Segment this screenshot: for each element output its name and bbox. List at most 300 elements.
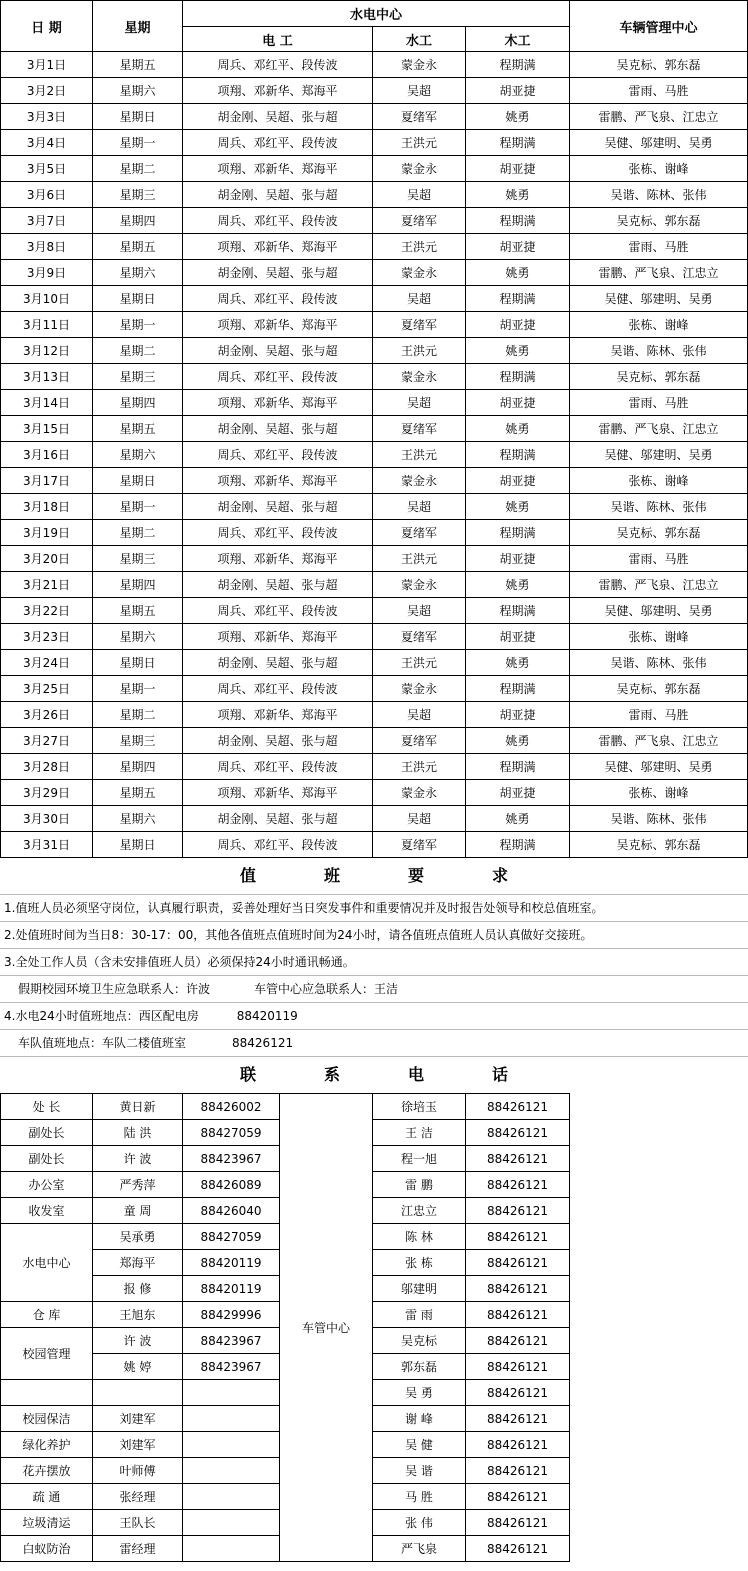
duty-date: 3月2日 (1, 78, 93, 104)
header-electrician: 电 工 (183, 27, 373, 52)
duty-carpenter: 程期满 (466, 832, 570, 858)
duty-weekday: 星期四 (93, 754, 183, 780)
contact-phone: 88426040 (183, 1198, 280, 1224)
duty-date: 3月16日 (1, 442, 93, 468)
contact-phone (183, 1380, 280, 1406)
vehicle-contact-name: 吴克标 (373, 1328, 466, 1354)
contact-dept: 仓 库 (1, 1302, 93, 1328)
contact-phone (183, 1536, 280, 1562)
contact-dept: 垃圾清运 (1, 1510, 93, 1536)
table-row (1, 676, 748, 702)
fleet-duty (0, 1029, 748, 1056)
duty-plumber: 王洪元 (373, 754, 466, 780)
duty-carpenter: 姚勇 (466, 338, 570, 364)
duty-plumber: 王洪元 (373, 650, 466, 676)
table-row (1, 624, 748, 650)
table-row (1, 442, 748, 468)
duty-electricians: 周兵、邓红平、段传波 (183, 520, 373, 546)
fleet-duty-location: 车队值班地点：车队二楼值班室 (18, 1036, 187, 1050)
vehicle-contact-phone: 88426121 (466, 1172, 570, 1198)
contact-name: 雷经理 (93, 1536, 183, 1562)
duty-carpenter: 胡亚捷 (466, 312, 570, 338)
duty-electricians: 项翔、邓新华、郑海平 (183, 234, 373, 260)
table-row (1, 832, 748, 858)
contact-name: 陆 洪 (93, 1120, 183, 1146)
vehicle-contact-phone: 88426121 (466, 1302, 570, 1328)
duty-vehicle-staff: 吴健、邬建明、吴勇 (570, 130, 748, 156)
vehicle-contact-name: 郭东磊 (373, 1354, 466, 1380)
duty-carpenter: 姚勇 (466, 416, 570, 442)
duty-plumber: 蒙金永 (373, 364, 466, 390)
duty-vehicle-staff: 张栋、谢峰 (570, 156, 748, 182)
table-row (1, 312, 748, 338)
table-row (1, 78, 748, 104)
requirement-4 (0, 1002, 748, 1029)
table-row (1, 806, 748, 832)
table-row (1, 208, 748, 234)
duty-vehicle-staff: 吴健、邬建明、吴勇 (570, 754, 748, 780)
vehicle-contact-phone: 88426121 (466, 1354, 570, 1380)
duty-plumber: 夏绪军 (373, 832, 466, 858)
contact-phone (183, 1458, 280, 1484)
duty-date: 3月20日 (1, 546, 93, 572)
duty-date: 3月3日 (1, 104, 93, 130)
table-row (1, 1172, 748, 1198)
vehicle-center-label: 车管中心 (280, 1094, 373, 1562)
duty-electricians: 周兵、邓红平、段传波 (183, 52, 373, 78)
duty-plumber: 夏绪军 (373, 520, 466, 546)
contact-dept: 白蚁防治 (1, 1536, 93, 1562)
vehicle-contact-name: 江忠立 (373, 1198, 466, 1224)
table-row (1, 1510, 748, 1536)
table-row (1, 494, 748, 520)
contact-phone: 88427059 (183, 1120, 280, 1146)
vehicle-contact-phone: 88426121 (466, 1458, 570, 1484)
duty-vehicle-staff: 张栋、谢峰 (570, 312, 748, 338)
vehicle-contact-name: 雷 鹏 (373, 1172, 466, 1198)
duty-electricians: 胡金刚、吴超、张与超 (183, 338, 373, 364)
duty-electricians: 周兵、邓红平、段传波 (183, 676, 373, 702)
duty-weekday: 星期日 (93, 832, 183, 858)
duty-vehicle-staff: 吴健、邬建明、吴勇 (570, 286, 748, 312)
duty-weekday: 星期六 (93, 78, 183, 104)
contact-name (93, 1380, 183, 1406)
duty-weekday: 星期日 (93, 650, 183, 676)
contact-dept: 处 长 (1, 1094, 93, 1120)
contact-dept: 绿化养护 (1, 1432, 93, 1458)
contact-name: 刘建军 (93, 1432, 183, 1458)
duty-vehicle-staff: 吴克标、郭东磊 (570, 364, 748, 390)
duty-weekday: 星期三 (93, 728, 183, 754)
duty-electricians: 周兵、邓红平、段传波 (183, 130, 373, 156)
duty-electricians: 项翔、邓新华、郑海平 (183, 468, 373, 494)
campus-emergency-contact: 假期校园环境卫生应急联系人：许波 (18, 982, 211, 996)
duty-vehicle-staff: 吴谐、陈林、张伟 (570, 650, 748, 676)
duty-date: 3月26日 (1, 702, 93, 728)
duty-plumber: 王洪元 (373, 130, 466, 156)
header-row (1, 1, 748, 27)
vehicle-contact-name: 王 洁 (373, 1120, 466, 1146)
duty-weekday: 星期二 (93, 156, 183, 182)
contact-name: 叶师傅 (93, 1458, 183, 1484)
vehicle-contact-phone: 88426121 (466, 1146, 570, 1172)
contact-dept (1, 1380, 93, 1406)
duty-electricians: 项翔、邓新华、郑海平 (183, 156, 373, 182)
duty-vehicle-staff: 雷鹏、严飞泉、江忠立 (570, 104, 748, 130)
duty-vehicle-staff: 吴谐、陈林、张伟 (570, 338, 748, 364)
table-row (1, 182, 748, 208)
duty-plumber: 夏绪军 (373, 208, 466, 234)
contact-dept: 办公室 (1, 1172, 93, 1198)
contact-phone: 88420119 (183, 1276, 280, 1302)
duty-date: 3月24日 (1, 650, 93, 676)
duty-date: 3月30日 (1, 806, 93, 832)
table-row (1, 1484, 748, 1510)
duty-electricians: 周兵、邓红平、段传波 (183, 754, 373, 780)
duty-plumber: 吴超 (373, 78, 466, 104)
duty-carpenter: 程期满 (466, 754, 570, 780)
duty-electricians: 胡金刚、吴超、张与超 (183, 416, 373, 442)
duty-vehicle-staff: 雷鹏、严飞泉、江忠立 (570, 728, 748, 754)
table-row (1, 156, 748, 182)
requirement-3: 3.全处工作人员（含未安排值班人员）必须保持24小时通讯畅通。 (0, 948, 748, 975)
duty-date: 3月8日 (1, 234, 93, 260)
duty-weekday: 星期四 (93, 572, 183, 598)
duty-date: 3月10日 (1, 286, 93, 312)
duty-vehicle-staff: 吴克标、郭东磊 (570, 208, 748, 234)
contact-phone: 88423967 (183, 1354, 280, 1380)
table-row (1, 104, 748, 130)
table-row (1, 1406, 748, 1432)
duty-weekday: 星期五 (93, 52, 183, 78)
duty-plumber: 蒙金永 (373, 260, 466, 286)
duty-carpenter: 程期满 (466, 52, 570, 78)
vehicle-contact-phone: 88426121 (466, 1094, 570, 1120)
contact-name: 张经理 (93, 1484, 183, 1510)
duty-date: 3月7日 (1, 208, 93, 234)
duty-electricians: 胡金刚、吴超、张与超 (183, 806, 373, 832)
contact-name: 报 修 (93, 1276, 183, 1302)
duty-weekday: 星期三 (93, 182, 183, 208)
contact-phone (183, 1432, 280, 1458)
contacts-body (1, 1094, 748, 1562)
table-row (1, 234, 748, 260)
duty-date: 3月1日 (1, 52, 93, 78)
duty-weekday: 星期三 (93, 546, 183, 572)
duty-plumber: 吴超 (373, 286, 466, 312)
vehicle-contact-name: 吴 勇 (373, 1380, 466, 1406)
duty-electricians: 胡金刚、吴超、张与超 (183, 728, 373, 754)
vehicle-contact-name: 严飞泉 (373, 1536, 466, 1562)
duty-weekday: 星期三 (93, 364, 183, 390)
table-row (1, 702, 748, 728)
vehicle-contact-name: 陈 林 (373, 1224, 466, 1250)
vehicle-emergency-contact: 车管中心应急联系人：王洁 (254, 982, 399, 996)
contact-phone (183, 1484, 280, 1510)
table-row (1, 1146, 748, 1172)
duty-carpenter: 姚勇 (466, 572, 570, 598)
vehicle-contact-phone: 88426121 (466, 1380, 570, 1406)
contact-name: 许 波 (93, 1146, 183, 1172)
contact-phone: 88423967 (183, 1146, 280, 1172)
table-row (1, 260, 748, 286)
duty-weekday: 星期一 (93, 130, 183, 156)
duty-carpenter: 胡亚捷 (466, 702, 570, 728)
duty-carpenter: 姚勇 (466, 494, 570, 520)
duty-date: 3月18日 (1, 494, 93, 520)
vehicle-contact-phone: 88426121 (466, 1328, 570, 1354)
vehicle-contact-phone: 88426121 (466, 1536, 570, 1562)
duty-carpenter: 胡亚捷 (466, 156, 570, 182)
table-row (1, 390, 748, 416)
duty-plumber: 吴超 (373, 702, 466, 728)
vehicle-contact-phone: 88426121 (466, 1224, 570, 1250)
contact-dept: 水电中心 (1, 1224, 93, 1302)
table-row (1, 1302, 748, 1328)
duty-plumber: 夏绪军 (373, 312, 466, 338)
duty-carpenter: 姚勇 (466, 806, 570, 832)
duty-carpenter: 程期满 (466, 364, 570, 390)
contact-dept: 收发室 (1, 1198, 93, 1224)
duty-plumber: 王洪元 (373, 546, 466, 572)
duty-weekday: 星期六 (93, 806, 183, 832)
duty-weekday: 星期六 (93, 624, 183, 650)
contact-name: 刘建军 (93, 1406, 183, 1432)
table-row (1, 52, 748, 78)
duty-carpenter: 姚勇 (466, 650, 570, 676)
duty-weekday: 星期一 (93, 312, 183, 338)
contact-name: 许 波 (93, 1328, 183, 1354)
header-weekday: 星期 (93, 1, 183, 52)
duty-date: 3月14日 (1, 390, 93, 416)
vehicle-contact-phone: 88426121 (466, 1120, 570, 1146)
table-row (1, 598, 748, 624)
duty-plumber: 夏绪军 (373, 624, 466, 650)
duty-date: 3月23日 (1, 624, 93, 650)
table-row (1, 728, 748, 754)
table-row (1, 1198, 748, 1224)
duty-plumber: 吴超 (373, 182, 466, 208)
duty-carpenter: 程期满 (466, 208, 570, 234)
vehicle-contact-phone: 88426121 (466, 1276, 570, 1302)
contact-name: 吴承勇 (93, 1224, 183, 1250)
duty-electricians: 周兵、邓红平、段传波 (183, 598, 373, 624)
duty-electricians: 项翔、邓新华、郑海平 (183, 702, 373, 728)
utility-duty-location: 4.水电24小时值班地点：西区配电房 (4, 1009, 199, 1023)
vehicle-contact-phone: 88426121 (466, 1432, 570, 1458)
vehicle-contact-name: 雷 雨 (373, 1302, 466, 1328)
duty-date: 3月19日 (1, 520, 93, 546)
vehicle-contact-name: 谢 峰 (373, 1406, 466, 1432)
table-row (1, 1380, 748, 1406)
duty-carpenter: 程期满 (466, 598, 570, 624)
duty-carpenter: 胡亚捷 (466, 546, 570, 572)
contact-name: 童 周 (93, 1198, 183, 1224)
duty-plumber: 蒙金永 (373, 676, 466, 702)
table-row (1, 572, 748, 598)
duty-date: 3月12日 (1, 338, 93, 364)
duty-vehicle-staff: 吴健、邬建明、吴勇 (570, 598, 748, 624)
duty-date: 3月27日 (1, 728, 93, 754)
table-row (1, 546, 748, 572)
duty-electricians: 胡金刚、吴超、张与超 (183, 494, 373, 520)
contact-dept: 校园保洁 (1, 1406, 93, 1432)
duty-electricians: 胡金刚、吴超、张与超 (183, 572, 373, 598)
duty-vehicle-staff: 雷雨、马胜 (570, 546, 748, 572)
duty-vehicle-staff: 吴谐、陈林、张伟 (570, 494, 748, 520)
contact-dept: 花卉摆放 (1, 1458, 93, 1484)
table-row (1, 286, 748, 312)
duty-electricians: 周兵、邓红平、段传波 (183, 208, 373, 234)
contact-dept: 校园管理 (1, 1328, 93, 1380)
duty-date: 3月6日 (1, 182, 93, 208)
duty-carpenter: 姚勇 (466, 182, 570, 208)
contact-phone (183, 1510, 280, 1536)
duty-vehicle-staff: 雷雨、马胜 (570, 78, 748, 104)
contacts-table (0, 1093, 748, 1562)
duty-weekday: 星期日 (93, 104, 183, 130)
duty-electricians: 周兵、邓红平、段传波 (183, 286, 373, 312)
contact-name: 郑海平 (93, 1250, 183, 1276)
vehicle-contact-name: 程一旭 (373, 1146, 466, 1172)
contact-name: 严秀萍 (93, 1172, 183, 1198)
duty-plumber: 王洪元 (373, 234, 466, 260)
duty-plumber: 吴超 (373, 494, 466, 520)
duty-weekday: 星期四 (93, 390, 183, 416)
contact-dept: 副处长 (1, 1120, 93, 1146)
fleet-duty-phone: 88426121 (232, 1036, 294, 1050)
duty-carpenter: 程期满 (466, 286, 570, 312)
duty-electricians: 项翔、邓新华、郑海平 (183, 312, 373, 338)
duty-carpenter: 姚勇 (466, 728, 570, 754)
vehicle-contact-phone: 88426121 (466, 1406, 570, 1432)
duty-electricians: 项翔、邓新华、郑海平 (183, 390, 373, 416)
duty-carpenter: 胡亚捷 (466, 390, 570, 416)
duty-plumber: 吴超 (373, 806, 466, 832)
duty-electricians: 周兵、邓红平、段传波 (183, 442, 373, 468)
duty-plumber: 吴超 (373, 390, 466, 416)
duty-date: 3月31日 (1, 832, 93, 858)
duty-electricians: 周兵、邓红平、段传波 (183, 364, 373, 390)
duty-date: 3月29日 (1, 780, 93, 806)
contact-dept: 副处长 (1, 1146, 93, 1172)
duty-date: 3月4日 (1, 130, 93, 156)
vehicle-contact-phone: 88426121 (466, 1198, 570, 1224)
duty-electricians: 周兵、邓红平、段传波 (183, 832, 373, 858)
vehicle-contact-phone: 88426121 (466, 1250, 570, 1276)
contact-name: 王旭东 (93, 1302, 183, 1328)
table-row (1, 754, 748, 780)
duty-carpenter: 程期满 (466, 520, 570, 546)
duty-vehicle-staff: 雷鹏、严飞泉、江忠立 (570, 260, 748, 286)
duty-carpenter: 姚勇 (466, 260, 570, 286)
duty-weekday: 星期六 (93, 442, 183, 468)
contact-phone: 88420119 (183, 1250, 280, 1276)
table-row (1, 650, 748, 676)
table-row (1, 416, 748, 442)
duty-vehicle-staff: 雷鹏、严飞泉、江忠立 (570, 416, 748, 442)
duty-carpenter: 胡亚捷 (466, 78, 570, 104)
duty-plumber: 王洪元 (373, 442, 466, 468)
duty-carpenter: 程期满 (466, 676, 570, 702)
duty-vehicle-staff: 吴克标、郭东磊 (570, 832, 748, 858)
vehicle-contact-phone: 88426121 (466, 1510, 570, 1536)
duty-weekday: 星期一 (93, 494, 183, 520)
vehicle-contact-phone: 88426121 (466, 1484, 570, 1510)
duty-weekday: 星期一 (93, 676, 183, 702)
duty-weekday: 星期五 (93, 416, 183, 442)
duty-electricians: 项翔、邓新华、郑海平 (183, 78, 373, 104)
duty-plumber: 蒙金永 (373, 572, 466, 598)
duty-carpenter: 胡亚捷 (466, 468, 570, 494)
table-row (1, 1458, 748, 1484)
duty-date: 3月13日 (1, 364, 93, 390)
duty-weekday: 星期日 (93, 468, 183, 494)
table-row (1, 468, 748, 494)
duty-plumber: 王洪元 (373, 338, 466, 364)
duty-weekday: 星期四 (93, 208, 183, 234)
duty-plumber: 夏绪军 (373, 416, 466, 442)
duty-weekday: 星期五 (93, 234, 183, 260)
duty-date: 3月25日 (1, 676, 93, 702)
contacts-title: 联 系 电 话 (0, 1056, 748, 1093)
duty-carpenter: 胡亚捷 (466, 780, 570, 806)
table-row (1, 1224, 748, 1250)
vehicle-contact-name: 马 胜 (373, 1484, 466, 1510)
table-row (1, 338, 748, 364)
contact-name: 姚 婷 (93, 1354, 183, 1380)
utility-duty-phone: 88420119 (236, 1009, 298, 1023)
contact-phone: 88423967 (183, 1328, 280, 1354)
header-vehicle-center: 车辆管理中心 (570, 1, 748, 52)
duty-electricians: 胡金刚、吴超、张与超 (183, 650, 373, 676)
duty-electricians: 项翔、邓新华、郑海平 (183, 780, 373, 806)
duty-vehicle-staff: 吴克标、郭东磊 (570, 52, 748, 78)
duty-vehicle-staff: 吴健、邬建明、吴勇 (570, 442, 748, 468)
requirement-2: 2.处值班时间为当日8：30-17：00，其他各值班点值班时间为24小时，请各值班点值班人员认真做好交接班。 (0, 921, 748, 948)
table-row (1, 1328, 748, 1354)
duty-weekday: 星期五 (93, 780, 183, 806)
duty-vehicle-staff: 张栋、谢峰 (570, 780, 748, 806)
duty-plumber: 蒙金永 (373, 468, 466, 494)
emergency-contacts (0, 975, 748, 1002)
duty-plumber: 蒙金永 (373, 156, 466, 182)
duty-plumber: 吴超 (373, 598, 466, 624)
header-date: 日 期 (1, 1, 93, 52)
duty-carpenter: 姚勇 (466, 104, 570, 130)
duty-plumber: 夏绪军 (373, 104, 466, 130)
duty-date: 3月15日 (1, 416, 93, 442)
duty-weekday: 星期二 (93, 702, 183, 728)
duty-date: 3月22日 (1, 598, 93, 624)
duty-vehicle-staff: 张栋、谢峰 (570, 468, 748, 494)
duty-weekday: 星期日 (93, 286, 183, 312)
duty-electricians: 胡金刚、吴超、张与超 (183, 260, 373, 286)
duty-date: 3月21日 (1, 572, 93, 598)
table-row (1, 1432, 748, 1458)
duty-electricians: 胡金刚、吴超、张与超 (183, 182, 373, 208)
duty-carpenter: 胡亚捷 (466, 624, 570, 650)
contact-name: 黄日新 (93, 1094, 183, 1120)
duty-plumber: 蒙金永 (373, 52, 466, 78)
table-row (1, 1250, 748, 1276)
duty-vehicle-staff: 吴谐、陈林、张伟 (570, 182, 748, 208)
duty-date: 3月28日 (1, 754, 93, 780)
contact-phone: 88426089 (183, 1172, 280, 1198)
contact-phone: 88426002 (183, 1094, 280, 1120)
table-row (1, 780, 748, 806)
duty-vehicle-staff: 雷雨、马胜 (570, 390, 748, 416)
